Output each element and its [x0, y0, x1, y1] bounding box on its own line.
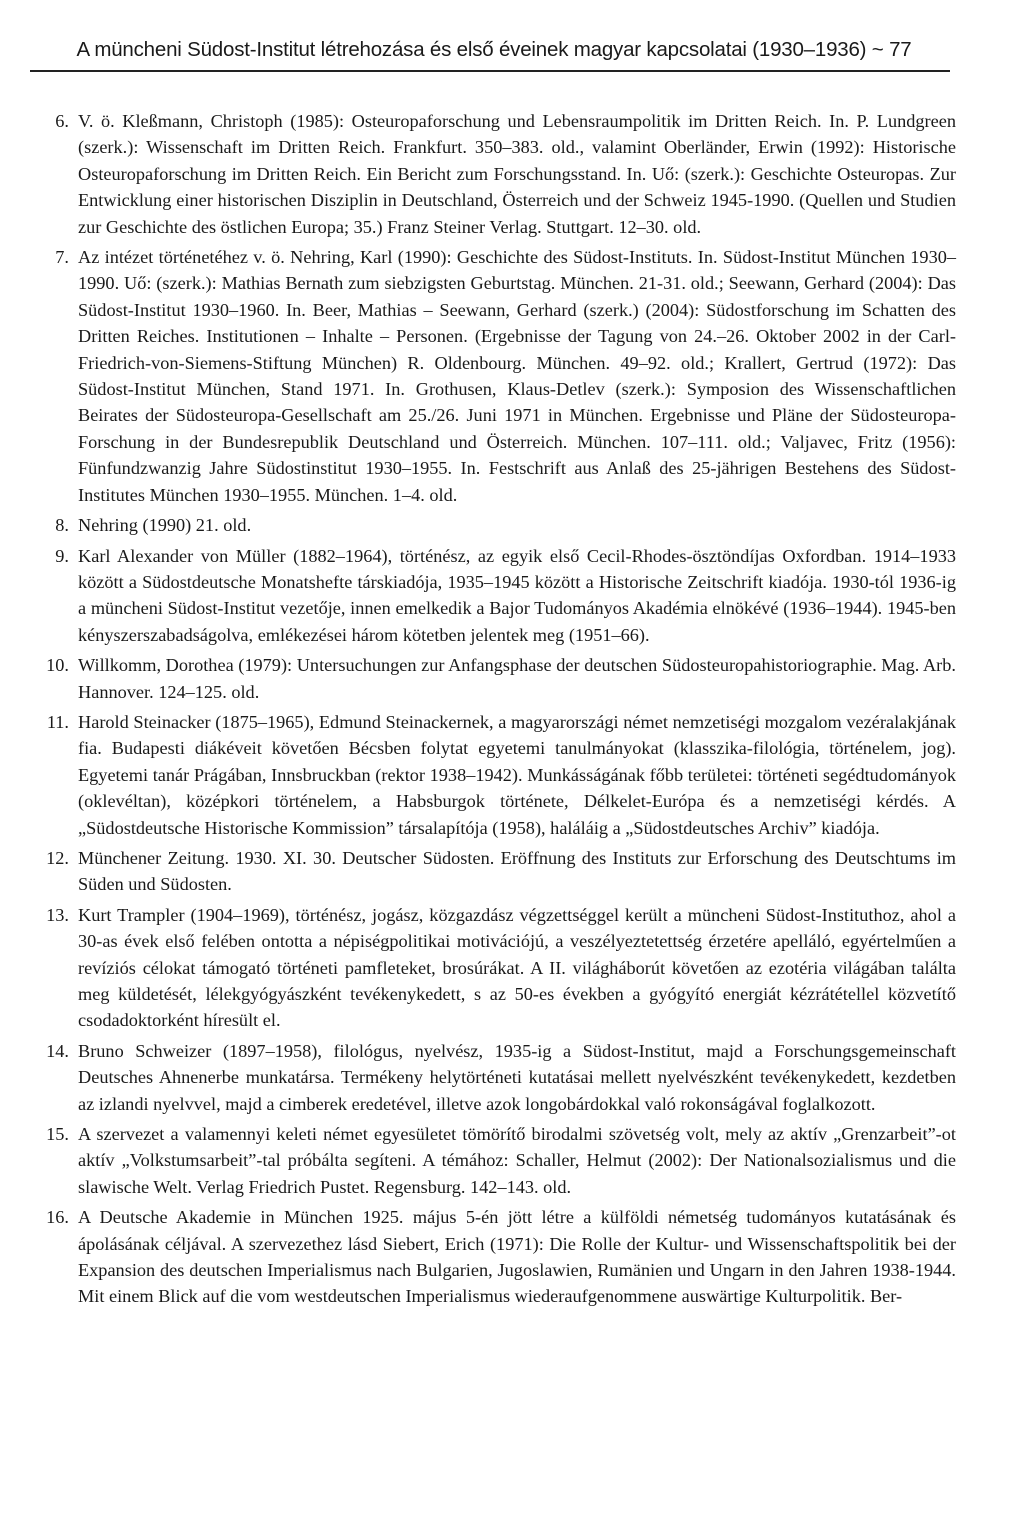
- footnote-text: Harold Steinacker (1875–1965), Edmund Steinackernek, a magyarországi német nemzetiségi mozgalom vezéralakjának fia. Budapesti diákéveit követően Bécsben folytat egyetemi tanulmányokat (klasszika-filológia, történelem, jog). Egyetemi tanár Prágában, Innsbruckban (rektor 1938–1942). Munkásságának főbb területei: történeti segédtudományok (oklevéltan), középkori történelem, a Habsburgok története, Délkelet-Európa és a nemzetiségi kérdés. A „Südostdeutsche Historische Kommission” társalapítója (1958), haláláig a „Südostdeutsches Archiv” kiadója.: [78, 711, 956, 838]
- footnote-text: A Deutsche Akademie in München 1925. május 5-én jött létre a külföldi németség tudományos kutatásának és ápolásának céljával. A szervezethez lásd Siebert, Erich (1971): Die Rolle der Kultur- und Wissenschaftspolitik bei der Expansion des deutschen Imperialismus nach Bulgarien, Jugoslawien, Rumänien und Ungarn in den Jahren 1938-1944. Mit einem Blick auf die vom westdeutschen Imperialismus wiederaufgenommene auswärtige Kulturpolitik. Ber-: [78, 1207, 956, 1307]
- footnote-text: Kurt Trampler (1904–1969), történész, jogász, közgazdász végzettséggel került a müncheni Südost-Instituthoz, ahol a 30-as évek első felében ontotta a népiségpolitikai motivációjú, a veszélyeztetettség érzetére apelláló, egyértelműen a revíziós célokat támogató történeti pamfleteket, brosúrákat. A II. világháborút követően az ezotéria világában találta meg küldetését, lélekgyógyászként tevékenykedett, s az 50-es években a gyógyító energiát kézrátétellel közvetítő csodadoktorként híresült el.: [78, 904, 956, 1031]
- footnote-15: [34, 1121, 956, 1200]
- footnote-9: [34, 543, 956, 649]
- footnote-11: [34, 709, 956, 841]
- header-divider: [30, 70, 950, 72]
- footnote-number: 9.: [55, 545, 69, 566]
- footnote-8: [34, 512, 956, 538]
- footnote-number: 13.: [46, 904, 69, 925]
- footnote-text: Karl Alexander von Müller (1882–1964), történész, az egyik első Cecil-Rhodes-ösztöndíjas Oxfordban. 1914–1933 között a Südostdeutsche Monatshefte társkiadója, 1935–1945 között a Historische Zeitschrift kiadója. 1930-tól 1936-ig a müncheni Südost-Institut vezetője, innen emelkedik a Bajor Tudományos Akadémia elnökévé (1936–1944). 1945-ben kényszerszabadságolva, emlékezései három kötetben jelentek meg (1951–66).: [78, 545, 956, 645]
- footnote-12: [34, 845, 956, 898]
- footnote-16: [34, 1204, 956, 1310]
- running-header: A müncheni Südost-Institut létrehozása és első éveinek magyar kapcsolatai (1930–1936) ~ 77: [76, 38, 912, 61]
- footnote-text: Bruno Schweizer (1897–1958), filológus, nyelvész, 1935-ig a Südost-Institut, majd a Forschungsgemeinschaft Deutsches Ahnenerbe munkatársa. Termékeny helytörténeti kutatásai mellett nyelvészként tevékenykedett, kezdetben az izlandi nyelvvel, majd a cimberek eredetével, illetve azok longobárdokkal való rokonságával foglalkozott.: [78, 1040, 956, 1114]
- footnote-number: 6.: [55, 111, 69, 131]
- footnote-number: 7.: [55, 247, 69, 268]
- footnote-13: [34, 902, 956, 1034]
- footnote-number: 14.: [46, 1040, 69, 1061]
- footnote-14: [34, 1038, 956, 1117]
- footnote-number: 15.: [46, 1124, 69, 1145]
- footnote-text: A szervezet a valamennyi keleti német egyesületet tömörítő birodalmi szövetség volt, mely az aktív „Grenzarbeit”-ot aktív „Volkstumsarbeit”-tal próbálta segíteni. A témához: Schaller, Helmut (2002): Der Nationalsozialismus und die slawische Welt. Verlag Friedrich Pustet. Regensburg. 142–143. old.: [78, 1124, 956, 1197]
- footnote-text: Münchener Zeitung. 1930. XI. 30. Deutscher Südosten. Eröffnung des Instituts zur Erforschung des Deutschtums im Süden und Südosten.: [78, 847, 956, 895]
- footnote-7: [34, 244, 956, 508]
- footnote-text: V. ö. Kleßmann, Christoph (1985): Osteuropaforschung und Lebensraumpolitik im Dritten Reich. In. P. Lundgreen (szerk.): Wissenschaft im Dritten Reich. Frankfurt. 350–383. old., valamint Oberländer, Erwin (1992): Historische Osteuropaforschung im Dritten Reich. Ein Bericht zum Forschungsstand. In. Uő: (szerk.): Geschichte Osteuropas. Zur Entwicklung einer historischen Disziplin in Deutschland, Österreich und der Schweiz 1945-1990. (Quellen und Studien zur Geschichte des östlichen Europa; 35.) Franz Steiner Verlag. Stuttgart. 12–30. old.: [78, 111, 956, 237]
- footnote-number: 8.: [55, 515, 69, 536]
- footnote-number: 16.: [46, 1207, 69, 1228]
- footnotes-list: [34, 108, 956, 1314]
- footnote-number: 10.: [46, 655, 69, 676]
- footnote-text: Nehring (1990) 21. old.: [78, 515, 252, 536]
- footnote-6: [34, 108, 956, 240]
- footnote-10: [34, 652, 956, 705]
- footnote-number: 11.: [46, 711, 69, 732]
- footnote-text: Willkomm, Dorothea (1979): Untersuchungen zur Anfangsphase der deutschen Südosteuropahistoriographie. Mag. Arb. Hannover. 124–125. old.: [78, 655, 956, 702]
- footnote-number: 12.: [46, 847, 69, 868]
- footnote-text: Az intézet történetéhez v. ö. Nehring, Karl (1990): Geschichte des Südost-Instituts. In. Südost-Institut München 1930–1990. Uő: (szerk.): Mathias Bernath zum siebzigsten Geburtstag. München. 21-31. old.; Seewann, Gerhard (2004): Das Südost-Institut 1930–1960. In. Beer, Mathias – Seewann, Gerhard (szerk.) (2004): Südostforschung im Schatten des Dritten Reiches. Institutionen – Inhalte – Personen. (Ergebnisse der Tagung von 24.–26. Oktober 2002 in der Carl-Friedrich-von-Siemens-Stiftung München) R. Oldenbourg. München. 49–92. old.; Krallert, Gertrud (1972): Das Südost-Institut München, Stand 1971. In. Grothusen, Klaus-Detlev (szerk.): Symposion des Wissenschaftlichen Beirates der Südosteuropa-Gesellschaft am 25./26. Juni 1971 in München. Ergebnisse und Pläne der Südosteuropa-Forschung in der Bundesrepublik Deutschland und Österreich. München. 107–111. old.; Valjavec, Fritz (1956): Fünfundzwanzig Jahre Südostinstitut 1930–1955. In. Festschrift aus Anlaß des 25-jährigen Bestehens des Südost-Institutes München 1930–1955. München. 1–4. old.: [78, 247, 956, 505]
